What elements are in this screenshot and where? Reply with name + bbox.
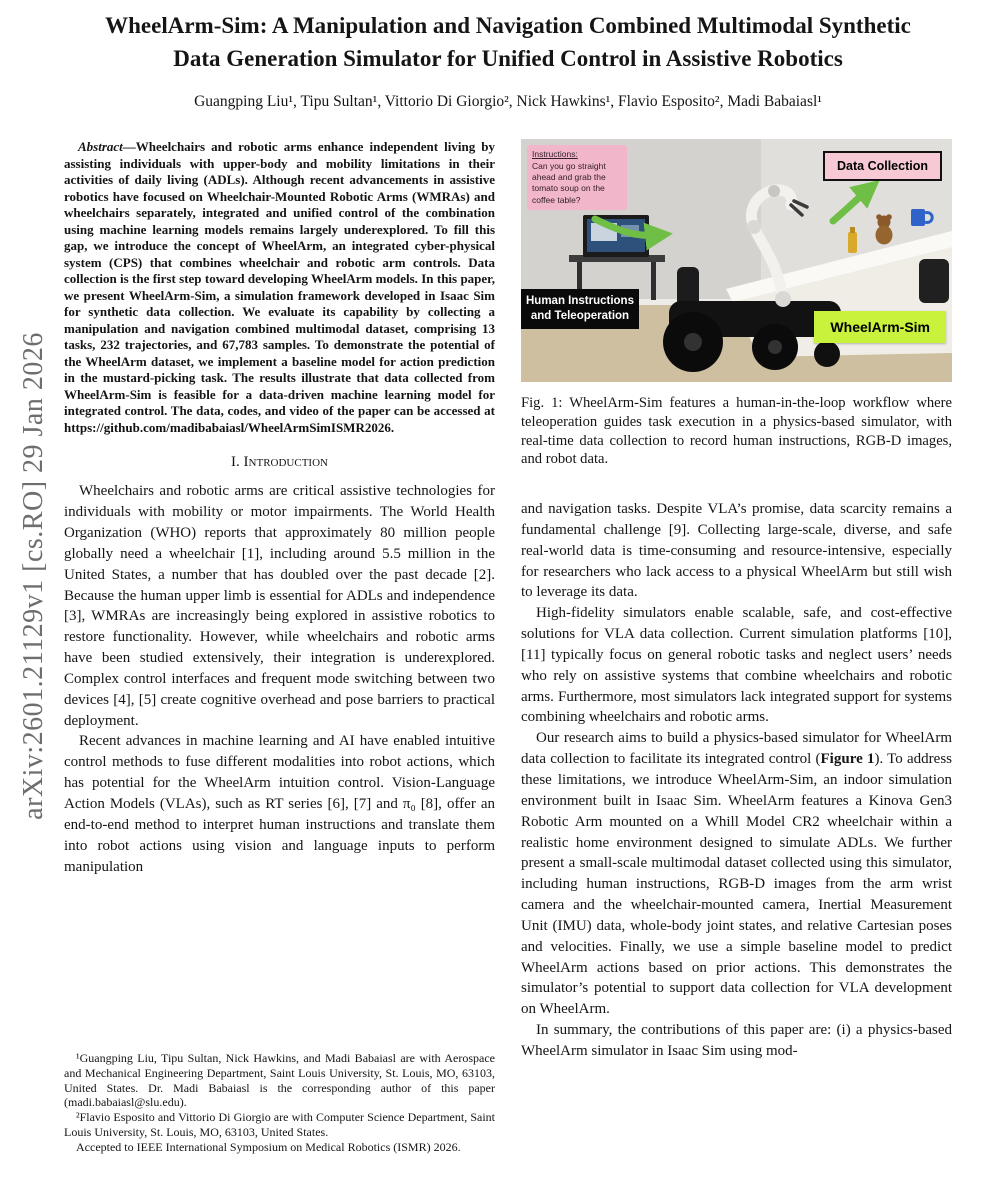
figure-1-caption xyxy=(521,394,952,469)
instructions-text: Can you go straight ahead and grab the tomato soup on the coffee table? xyxy=(532,161,606,205)
arxiv-watermark: arXiv:2601.21129v1 [cs.RO] 29 Jan 2026 xyxy=(18,332,49,820)
figure-label-wheelarm-sim: WheelArm-Sim xyxy=(814,311,946,343)
figure-caption-text: WheelArm-Sim features a human-in-the-loop workflow where teleoperation guides task execution in a physics-based simulator, with real-time data collection to record human instructions, RGB-D images, and robot data. xyxy=(521,395,952,468)
paragraph-text: ). To address these limitations, we introduce WheelArm-Sim, an indoor simulation environment built in Isaac Sim. WheelArm features a Kinova Gen3 Robotic Arm mounted on a Whill Model CR2 wheelchair within a realistic home environment designed to simulate ADLs. We further present a small-scale multimodal dataset collected using this simulator, including human instructions, RGB-D images from the arm wrist camera and the wheelchair-mounted camera, Inertial Measurement Unit (IMU) data, whole-body joint states, and relative Cartesian poses and velocities. Finally, we use a simple baseline model to predict WheelArm actions based on prior actions. This demonstrates the simulator’s potential to support data collection for VLA development on WheelArm. xyxy=(521,751,952,1018)
figure-1-image xyxy=(521,139,952,382)
figure-reference: Figure 1 xyxy=(820,751,875,768)
office-chair xyxy=(919,259,949,303)
right-column xyxy=(521,139,952,1162)
abstract-github-link[interactable]: https://github.com/madibabaiasl/WheelArmSimISMR2026. xyxy=(64,419,395,435)
abstract-text: —Wheelchairs and robotic arms enhance independent living by assisting individuals with upper-body and mobility limitations in their activities of daily living (ADLs). Although recent advancements in assistive robotics have focused on Wheelchair-Mounted Robotic Arms (WMRAs) and wheelchairs separately, integrated and unified control of the combination using machine learning models remains largely underexplored. To fill this gap, we introduce the concept of WheelArm, an integrated cyber-physical system (CPS) that combines wheelchair and robotic arm controls. Data collection is the first step toward developing WheelArm models. In this paper, we present WheelArm-Sim, a simulation framework developed in Isaac Sim for synthetic data collection. We evaluate its capability by collecting a manipulation and navigation combined multimodal dataset, comprising 13 tasks, 232 trajectories, and 67,783 samples. To demonstrate the potential of the WheelArm dataset, we implement a baseline model for action prediction in the mustard-picking task. The results illustrate that data collected from WheelArm-Sim is feasible for a data-driven machine learning model for integrated control. The data, codes, and video of the paper can be accessed at xyxy=(64,139,495,419)
intro-paragraph-2: Recent advances in machine learning and AI have enabled intuitive control methods to fuse different modalities into robot actions, which has potential for the WheelArm intuition control. Vision-Language Action Models (VLAs), such as RT series [6], [7] and π₀ [8], offer an end-to-end method to interpret human instructions and translate them into robot actions using vision and language inputs to perform manipulation xyxy=(64,733,495,875)
paper-title: WheelArm-Sim: A Manipulation and Navigation Combined Multimodal Synthetic Data Generation Simulator for Unified Control in Assistive Robotics xyxy=(105,13,911,71)
footnote-affiliation-1: ¹Guangping Liu, Tipu Sultan, Nick Hawkins, and Madi Babaiasl are with Aerospace and Mechanical Engineering Department, Saint Louis University, St. Louis, MO, 63103, United States. Dr. Madi Babaiasl is the corresponding author of this paper (madi.babaiasl@slu.edu). xyxy=(64,1051,495,1110)
right-paragraph-3 xyxy=(521,728,952,1020)
footnote-acceptance: Accepted to IEEE International Symposium on Medical Robotics (ISMR) 2026. xyxy=(76,1139,461,1154)
right-paragraph-4: In summary, the contributions of this paper are: (i) a physics-based WheelArm simulator in Isaac Sim using mod- xyxy=(521,1022,952,1059)
figure-1 xyxy=(521,139,952,469)
right-paragraph-1: and navigation tasks. Despite VLA’s promise, data scarcity remains a fundamental challenge [9]. Collecting large-scale, diverse, and safe real-world data is time-consuming and resource-intensive, especially for researchers who lack access to a physical WheelArm but still wish to leverage its data. xyxy=(521,501,952,601)
paragraph-text: Our research aims to build a physics-based simulator for WheelArm data collection to facilitate its integrated control ( xyxy=(521,730,952,768)
teddy-bear xyxy=(876,215,893,245)
authors-line: Guangping Liu¹, Tipu Sultan¹, Vittorio Di Giorgio², Nick Hawkins¹, Flavio Esposito², Madi Babaiasl¹ xyxy=(194,93,822,111)
figure-caption-label: Fig. 1: xyxy=(521,395,563,412)
section-number: I. xyxy=(231,454,240,471)
right-paragraph-2: High-fidelity simulators enable scalable, safe, and cost-effective solutions for VLA data collection. Current simulation platforms [10], [11] typically focus on general robotic tasks and neglect users’ needs who rely on assistive systems that combine wheelchairs and robotic arms. Furthermore, most simulators lack integrated support for systems combining wheelchairs and robotic arms. xyxy=(521,605,952,726)
left-column xyxy=(64,139,495,1162)
footnotes xyxy=(64,1051,495,1162)
footnote-affiliation-2: ²Flavio Esposito and Vittorio Di Giorgio are with Computer Science Department, Saint Louis University, St. Louis, MO, 63103, United States. xyxy=(64,1110,495,1139)
figure-label-data-collection: Data Collection xyxy=(823,151,942,181)
abstract-label: Abstract xyxy=(78,139,123,155)
intro-paragraph-1: Wheelchairs and robotic arms are critical assistive technologies for individuals with mobility or motor impairments. The World Health Organization (WHO) reports that approximately 80 million people globally need a wheelchair [1], including around 5.5 million in the United States, a number that has doubled over the past decade [2]. Because the human upper limb is essential for ADLs and independence [3], WMRAs are increasingly being explored in assistive robotics to restore functionality. However, while wheelchairs and robotic arms have been studied extensively, their integration is underexplored. Complex control interfaces and frequent mode switching between two devices [4], [5] create cognitive overhead and pose barriers to practical deployment. xyxy=(64,483,495,729)
section-heading-introduction xyxy=(64,454,495,471)
instructions-title: Instructions: xyxy=(532,149,578,160)
two-column-layout xyxy=(64,139,952,1162)
page-body xyxy=(64,0,952,1200)
section-title: Introduction xyxy=(243,454,328,471)
figure-label-instructions xyxy=(527,145,627,209)
abstract xyxy=(64,139,495,436)
figure-label-human-instructions: Human Instructions and Teleoperation xyxy=(521,289,639,329)
